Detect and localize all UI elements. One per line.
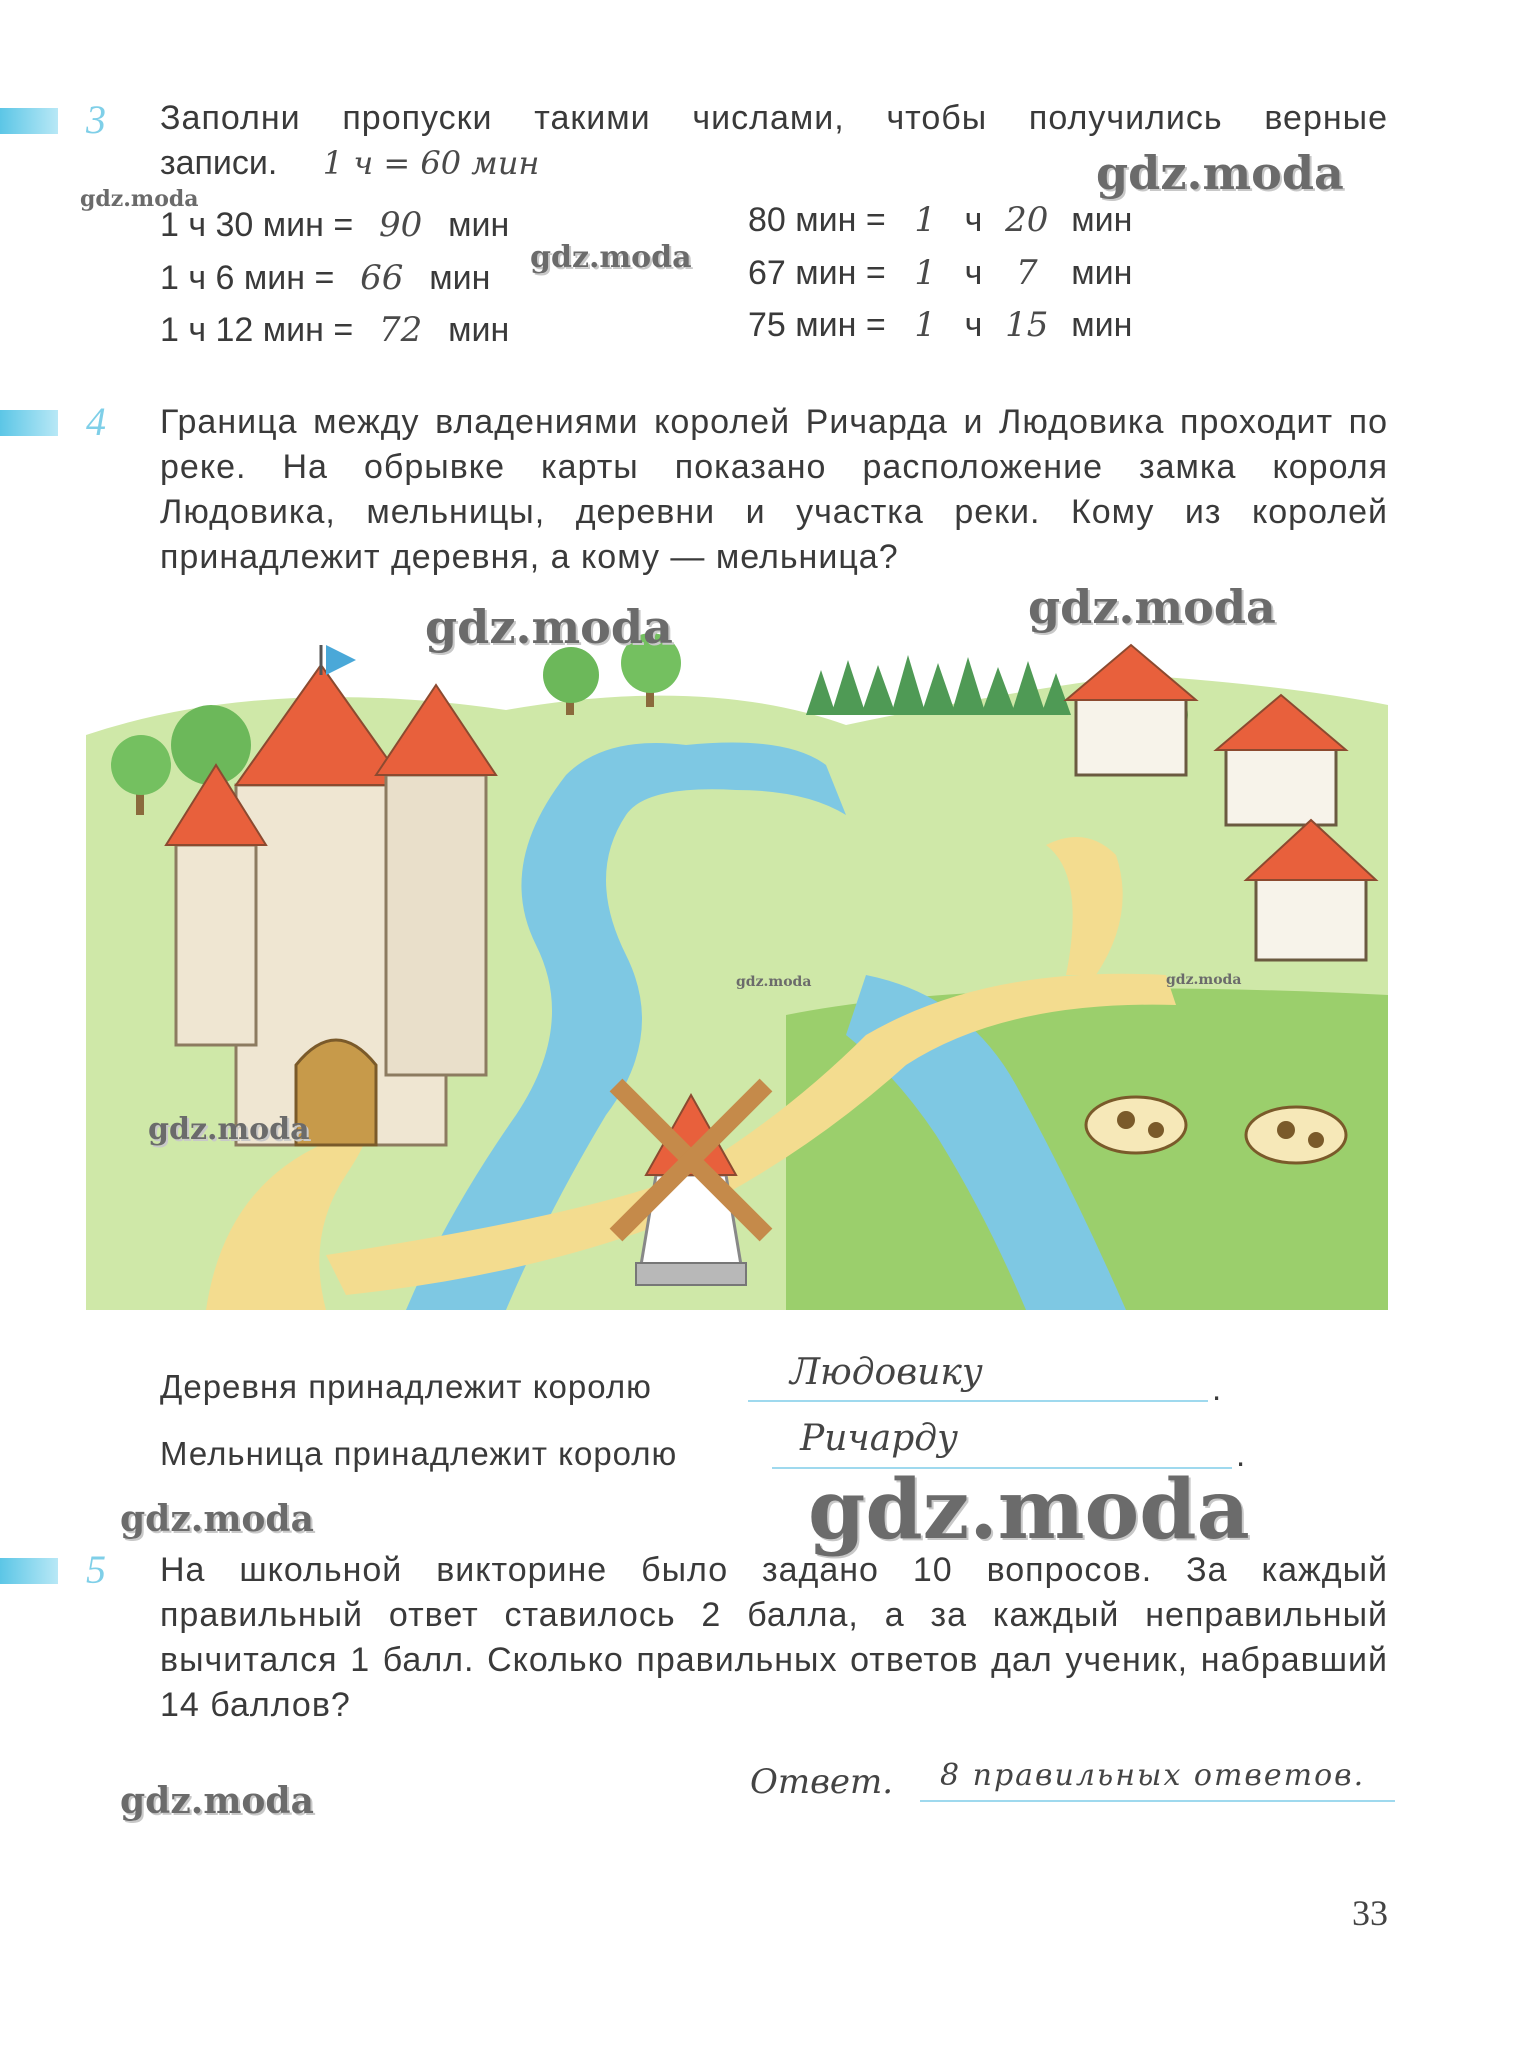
- eq-left-2-answer: 66: [360, 258, 404, 298]
- watermark: gdz.moda: [1166, 972, 1242, 988]
- map-svg: [86, 615, 1388, 1310]
- task-5-answer-line: [920, 1800, 1395, 1802]
- task-4-text: Граница между владениями королей Ричарда и Людовика проходит по реке. На обрывке карты показано расположение замка короля Людовика, мельницы, деревни и участка реки. Кому из королей принадлежит деревня, а кому — мельница?: [160, 403, 1388, 576]
- mill-question: Мельница принадлежит королю: [160, 1435, 678, 1472]
- watermark: gdz.moda: [1096, 146, 1344, 200]
- mill-period: .: [1236, 1436, 1247, 1473]
- eq-left-1: 1 ч 30 мин = 90 мин: [160, 205, 510, 245]
- watermark: gdz.moda: [808, 1462, 1250, 1558]
- watermark: gdz.moda: [148, 1112, 310, 1147]
- watermark: gdz.moda: [120, 1780, 314, 1822]
- village-period: .: [1212, 1370, 1223, 1407]
- eq-right-1-hours: 1: [914, 200, 936, 240]
- eq-right-1: 80 мин = 1 ч 20 мин: [748, 200, 1133, 240]
- village-answer-line: [748, 1400, 1208, 1402]
- map-illustration: [86, 615, 1388, 1310]
- watermark: gdz.moda: [1028, 580, 1276, 634]
- page-number: 33: [1352, 1893, 1388, 1933]
- task-5-text: На школьной викторине было задано 10 вопросов. За каждый правильный ответ ставилось 2 балла, а за каждый неправильный вычитался 1 балл. Сколько правильных ответов дал ученик, набравший 14 баллов?: [160, 1551, 1388, 1724]
- watermark: gdz.moda: [120, 1498, 314, 1540]
- eq-right-2-hours: 1: [914, 253, 936, 293]
- task-3-hint: 1 ч = 60 мин: [322, 144, 540, 182]
- watermark: gdz.moda: [530, 240, 692, 275]
- village-question: Деревня принадлежит королю: [160, 1368, 652, 1405]
- task-4-number: 4: [86, 399, 106, 444]
- task-5-answer: 8 правильных ответов.: [940, 1758, 1366, 1793]
- task-5-marker: [0, 1558, 58, 1584]
- eq-left-3-answer: 72: [379, 310, 423, 350]
- task-4-marker: [0, 410, 58, 436]
- task-3-number: 3: [86, 97, 106, 142]
- mill-answer: Ричарду: [800, 1418, 959, 1459]
- task-3-prompt-line2: [160, 144, 540, 183]
- task-5-answer-label: Ответ.: [750, 1762, 894, 1802]
- eq-left-1-answer: 90: [379, 205, 423, 245]
- watermark: gdz.moda: [425, 600, 673, 654]
- eq-left-2: 1 ч 6 мин = 66 мин: [160, 258, 491, 298]
- eq-right-3: 75 мин = 1 ч 15 мин: [748, 305, 1133, 345]
- task-3-prompt-end: записи.: [160, 144, 278, 182]
- village-answer: Людовику: [790, 1352, 983, 1393]
- task-3-marker: [0, 108, 58, 134]
- watermark: gdz.moda: [80, 186, 199, 212]
- eq-right-3-minutes: 15: [1005, 305, 1049, 345]
- task-5-number: 5: [86, 1547, 106, 1592]
- eq-right-2: 67 мин = 1 ч 7 мин: [748, 253, 1133, 293]
- eq-right-2-minutes: 7: [1015, 253, 1038, 293]
- eq-right-1-minutes: 20: [1005, 200, 1049, 240]
- watermark: gdz.moda: [736, 974, 812, 990]
- task-3-prompt: Заполни пропуски такими числами, чтобы получились верные: [160, 99, 1388, 137]
- eq-right-3-hours: 1: [914, 305, 936, 345]
- eq-left-3: 1 ч 12 мин = 72 мин: [160, 310, 510, 350]
